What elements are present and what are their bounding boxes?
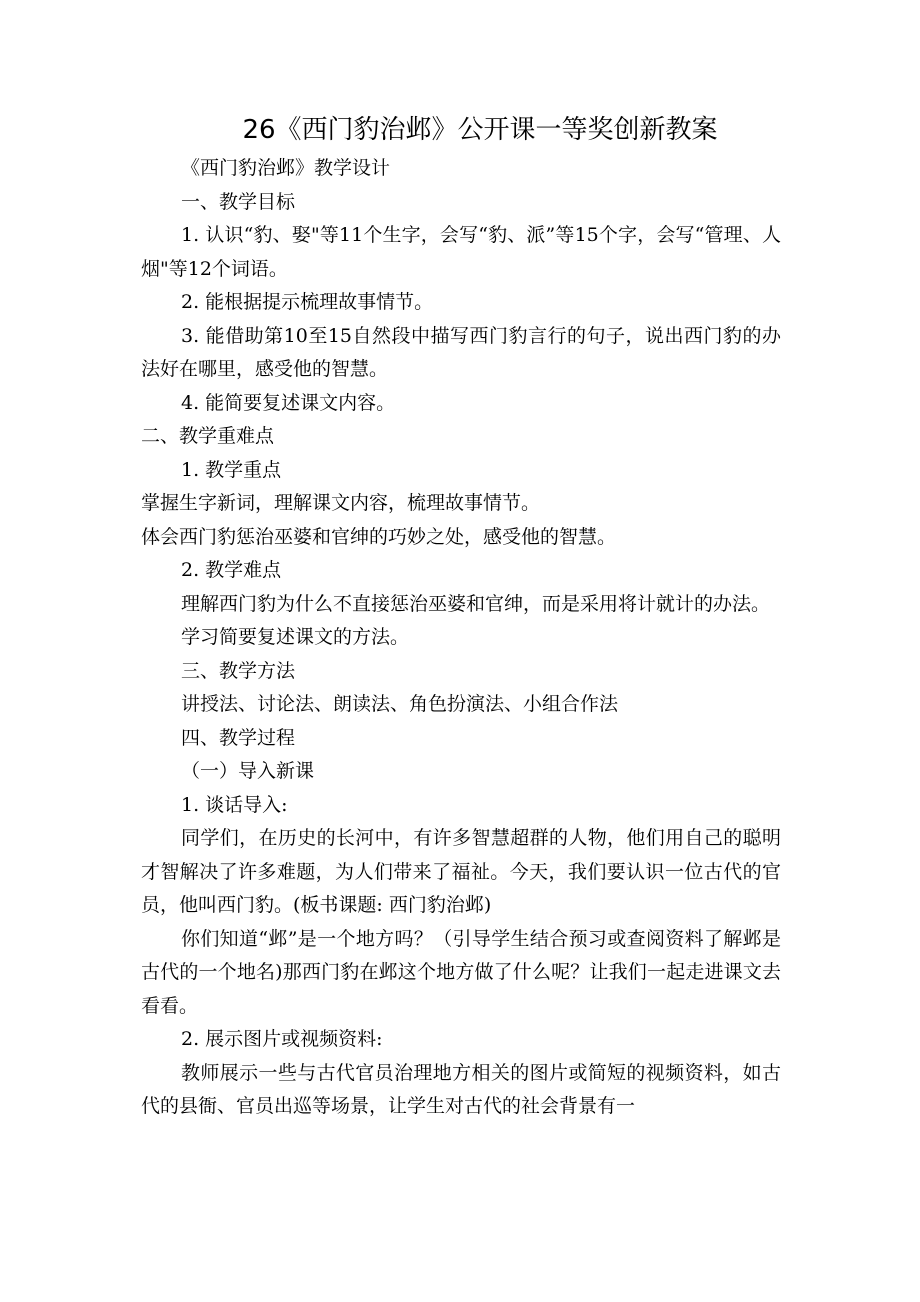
section-heading-objectives: 一、教学目标 xyxy=(181,190,296,213)
paragraph-key-point-1: 掌握生字新词，理解课文内容，梳理故事情节。 xyxy=(141,492,541,514)
section-heading-key-points: 二、教学重难点 xyxy=(141,425,275,447)
paragraph-objective-3: 3. 能借助第10至15自然段中描写西门豹言行的句子，说出西门豹的办法好在哪里，感受他的智慧。 xyxy=(141,324,781,380)
paragraph-conversation-intro: 同学们，在历史的长河中，有许多智慧超群的人物，他们用自己的聪明才智解决了许多难题，为人们带来了福祉。今天，我们要认识一位古代的官员，他叫西门豹。(板书课题: 西门豹治邺) xyxy=(141,827,781,916)
subheading-key-point: 1. 教学重点 xyxy=(181,458,282,481)
paragraph-objective-1: 1. 认识“豹、娶"等11个生字，会写“豹、派”等15个字，会写“管理、人烟"等12个词语。 xyxy=(141,224,781,280)
subheading-introduction: （一）导入新课 xyxy=(181,760,315,782)
paragraph-difficult-point-1: 理解西门豹为什么不直接惩治巫婆和官绅，而是采用将计就计的办法。 xyxy=(181,592,771,615)
paragraph-methods: 讲授法、讨论法、朗读法、角色扮演法、小组合作法 xyxy=(181,693,619,715)
subheading-difficult-point: 2. 教学难点 xyxy=(181,559,282,581)
subheading-media: 2. 展示图片或视频资料: xyxy=(181,1028,383,1050)
section-heading-process: 四、教学过程 xyxy=(181,726,296,749)
document-title: 26《西门豹治邺》公开课一等奖创新教案 xyxy=(242,115,718,145)
section-heading-methods: 三、教学方法 xyxy=(181,659,296,682)
paragraph-ye-question: 你们知道“邺”是一个地方吗？（引导学生结合预习或查阅资料了解邺是古代的一个地名)那西门豹在邺这个地方做了什么呢？让我们一起走进课文去看看。 xyxy=(141,927,781,1017)
paragraph-design-heading: 《西门豹治邺》教学设计 xyxy=(181,157,391,179)
paragraph-key-point-2: 体会西门豹惩治巫婆和官绅的巧妙之处，感受他的智慧。 xyxy=(141,525,617,548)
paragraph-objective-2: 2. 能根据提示梳理故事情节。 xyxy=(181,291,434,313)
subheading-conversation: 1. 谈话导入: xyxy=(181,793,288,816)
paragraph-objective-4: 4. 能简要复述课文内容。 xyxy=(181,391,396,414)
paragraph-difficult-point-2: 学习简要复述课文的方法。 xyxy=(181,626,410,648)
paragraph-media-description: 教师展示一些与古代官员治理地方相关的图片或简短的视频资料，如古代的县衙、官员出巡等场景，让学生对古代的社会背景有一 xyxy=(141,1061,781,1117)
document-body xyxy=(141,152,781,1124)
